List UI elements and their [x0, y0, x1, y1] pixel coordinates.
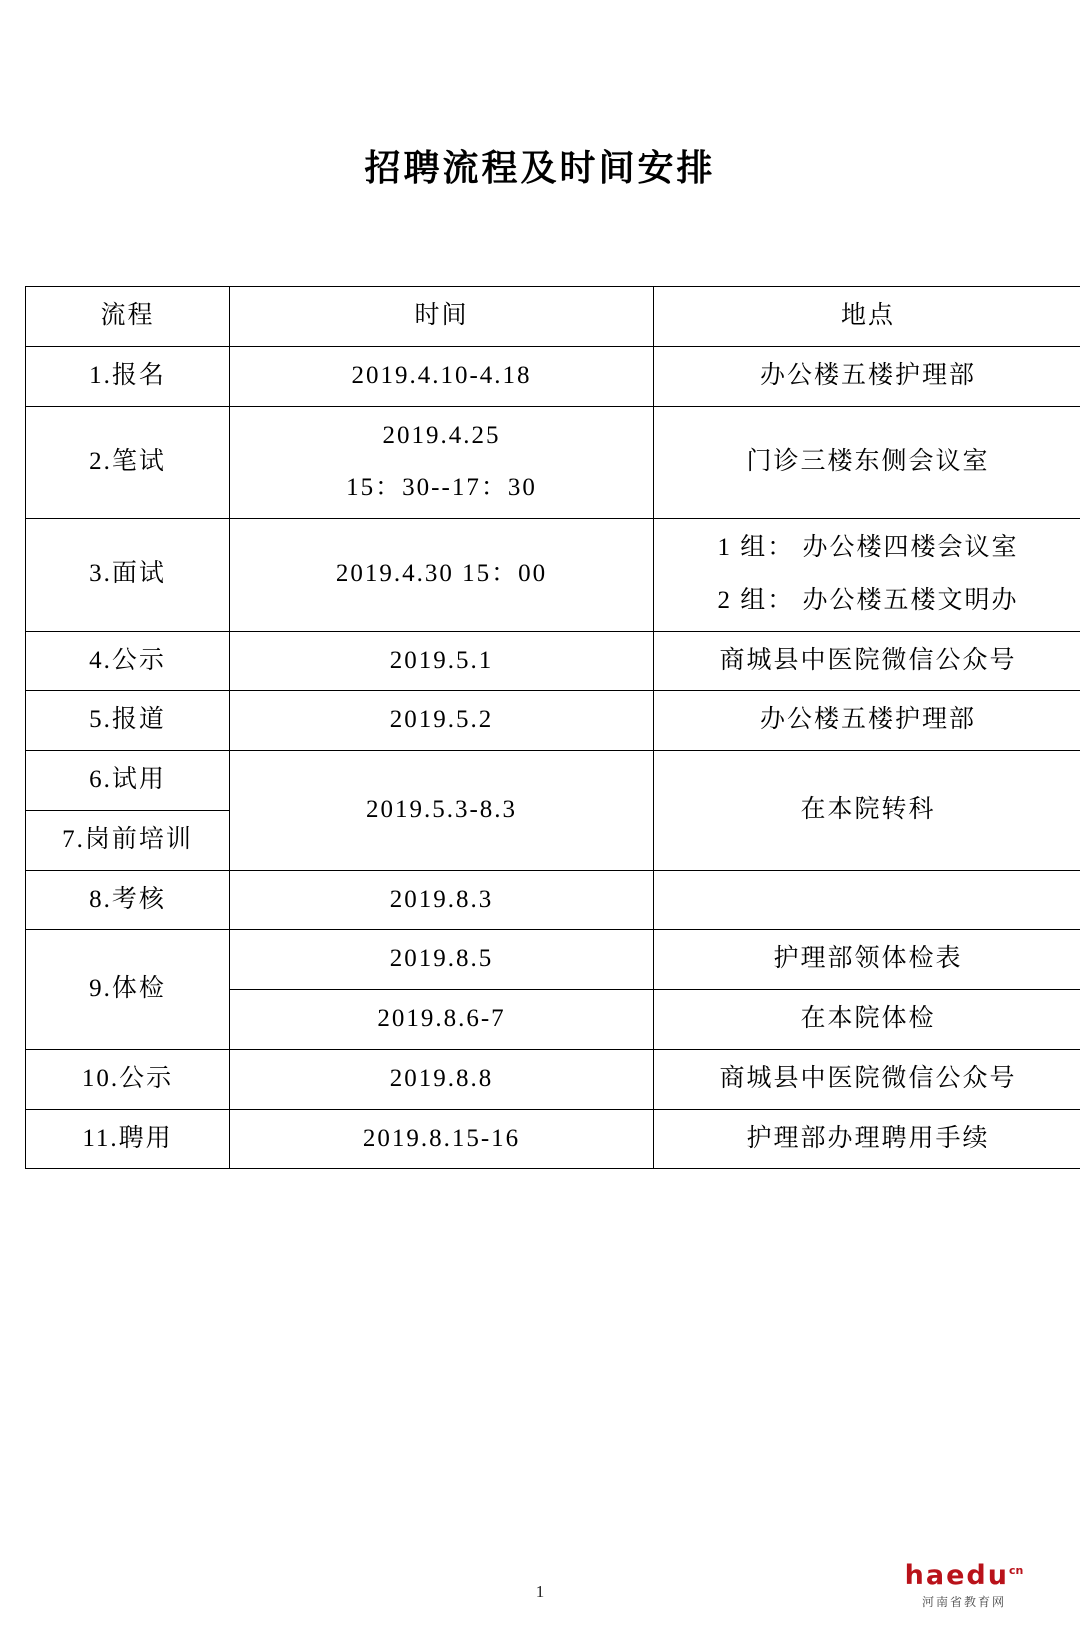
- cell-time: 2019.5.1: [230, 631, 654, 691]
- cell-place: 办公楼五楼护理部: [654, 691, 1080, 751]
- cell-step: 11.聘用: [26, 1109, 230, 1169]
- watermark-logo-text: haedu: [904, 1560, 1009, 1591]
- cell-time: 2019.5.3-8.3: [230, 751, 654, 871]
- cell-place: 护理部领体检表: [654, 930, 1080, 990]
- cell-place: 在本院体检: [654, 990, 1080, 1050]
- watermark: [874, 1562, 1054, 1610]
- cell-step: 4.公示: [26, 631, 230, 691]
- cell-step: 9.体检: [26, 930, 230, 1050]
- cell-step: 7.岗前培训: [26, 810, 230, 870]
- cell-time: 2019.8.8: [230, 1049, 654, 1109]
- cell-step: 1.报名: [26, 346, 230, 406]
- cell-place: 在本院转科: [654, 751, 1080, 871]
- cell-time-line: 2019.4.25: [382, 421, 501, 449]
- cell-time: 2019.8.5: [230, 930, 654, 990]
- recruitment-schedule-table: [25, 286, 1080, 1169]
- cell-place-line: 1 组： 办公楼四楼会议室: [717, 534, 1019, 561]
- cell-step: 6.试用: [26, 751, 230, 811]
- watermark-logo-suffix: cn: [1008, 1564, 1024, 1577]
- cell-time: 2019.8.15-16: [230, 1109, 654, 1169]
- cell-place: 商城县中医院微信公众号: [654, 1049, 1080, 1109]
- cell-place: 护理部办理聘用手续: [654, 1109, 1080, 1169]
- table-row: [26, 751, 1080, 811]
- cell-time: [230, 406, 654, 519]
- table-row: [26, 631, 1080, 691]
- table-row: [26, 930, 1080, 990]
- cell-time: 2019.5.2: [230, 691, 654, 751]
- cell-step: 8.考核: [26, 870, 230, 930]
- table-row: [26, 691, 1080, 751]
- table-row: [26, 1109, 1080, 1169]
- schedule-table-container: [25, 191, 1055, 1169]
- table-row: [26, 406, 1080, 519]
- cell-place: [654, 870, 1080, 930]
- cell-time: 2019.4.10-4.18: [230, 346, 654, 406]
- page-title: 招聘流程及时间安排: [364, 148, 716, 188]
- watermark-logo: [874, 1562, 1054, 1589]
- table-row: [26, 346, 1080, 406]
- cell-time: 2019.8.3: [230, 870, 654, 930]
- table-row: [26, 870, 1080, 930]
- cell-step: 10.公示: [26, 1049, 230, 1109]
- cell-place: 商城县中医院微信公众号: [654, 631, 1080, 691]
- cell-time-line: 15：30--17：30: [346, 474, 537, 502]
- cell-place: 门诊三楼东侧会议室: [654, 406, 1080, 519]
- column-header-place: 地点: [654, 287, 1080, 347]
- cell-time: 2019.8.6-7: [230, 990, 654, 1050]
- page-number: 1: [535, 1582, 545, 1601]
- cell-step: 2.笔试: [26, 406, 230, 519]
- table-row: [26, 1049, 1080, 1109]
- column-header-step: 流程: [26, 287, 230, 347]
- cell-step: 3.面试: [26, 519, 230, 632]
- cell-step: 5.报道: [26, 691, 230, 751]
- cell-place: 办公楼五楼护理部: [654, 346, 1080, 406]
- cell-place-line: 2 组： 办公楼五楼文明办: [717, 586, 1019, 614]
- cell-time: 2019.4.30 15：00: [230, 519, 654, 632]
- watermark-text: 河南省教育网: [921, 1595, 1006, 1609]
- table-header-row: [26, 287, 1080, 347]
- cell-place: [654, 519, 1080, 632]
- column-header-time: 时间: [230, 287, 654, 347]
- table-row: [26, 519, 1080, 632]
